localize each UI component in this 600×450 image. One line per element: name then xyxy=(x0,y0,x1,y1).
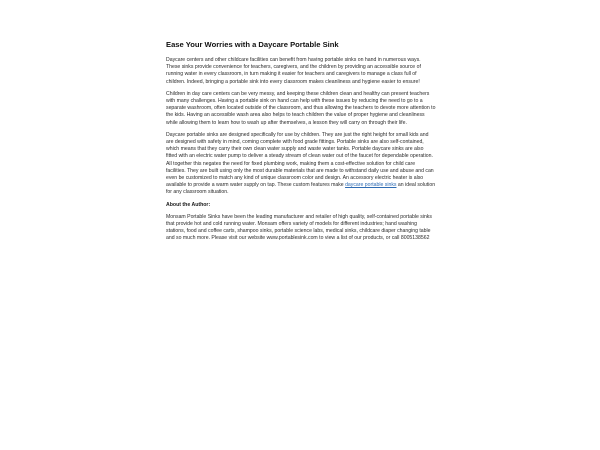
paragraph-design-text-before: Daycare portable sinks are designed specifically for use by children. They are just the right height for small kids and are designed with safety in mind, coming complete with food grade fittings. Portable sinks are also self-contained, which means that they carry their own clean water supply and waste water tanks. Portable daycare sinks are also fitted with an electric water pump to deliver a steady stream of clean water out of the faucet for dependable operation. All together this negates the need for fixed plumbing work, making them a cost-effective solution for child care facilities. They are built using only the most durable materials that are made to withstand daily use and abuse and can even be customized to match any kind of unique classroom color and design. An accessory electric heater is also available to provide a warm water supply on tap. These custom features make xyxy=(166,131,434,189)
paragraph-challenges: Children in day care centers can be very messy, and keeping these children clean and healthy can present teachers with many challenges. Having a portable sink on hand can help with these issues by reducing the need to go to a separate washroom, often located outside of the classroom, and thus allowing the teachers to devote more attention to the kids. Having an accessible wash area also helps to teach children the value of proper hygiene and cleanliness while allowing them to learn how to wash up after themselves, a lesson they will carry on through their life. xyxy=(166,90,436,126)
paragraph-design-text-after: an ideal solution for any classroom situation. xyxy=(166,182,436,196)
author-heading: About the Author: xyxy=(166,201,211,208)
daycare-portable-sinks-link[interactable]: daycare portable sinks xyxy=(345,182,397,189)
author-paragraph: Monsam Portable Sinks have been the leading manufacturer and retailer of high quality, self-contained portable sinks that provide hot and cold running water. Monsam offers variety of models for different industries; hand washing stations, food and coffee carts, shampoo sinks, portable science labs, medical sinks, childcare diaper changing table and so much more. Please visit our website www.portablesink.com to view a list of our products, or call 8005138562 xyxy=(166,213,432,242)
document-title: Ease Your Worries with a Daycare Portable Sink xyxy=(166,40,339,49)
paragraph-intro: Daycare centers and other childcare facilities can benefit from having portable sinks on hand in numerous ways. These sinks provide convenience for teachers, caregivers, and the children by providing an accessible source of running water in every classroom, in turn making it easier for teachers and caregivers to manage a class full of children. Indeed, bringing a portable sink into every classroom makes cleanliness and hygiene easier to ensure! xyxy=(166,57,421,85)
paragraph-design xyxy=(166,132,436,197)
document-page xyxy=(166,40,436,248)
